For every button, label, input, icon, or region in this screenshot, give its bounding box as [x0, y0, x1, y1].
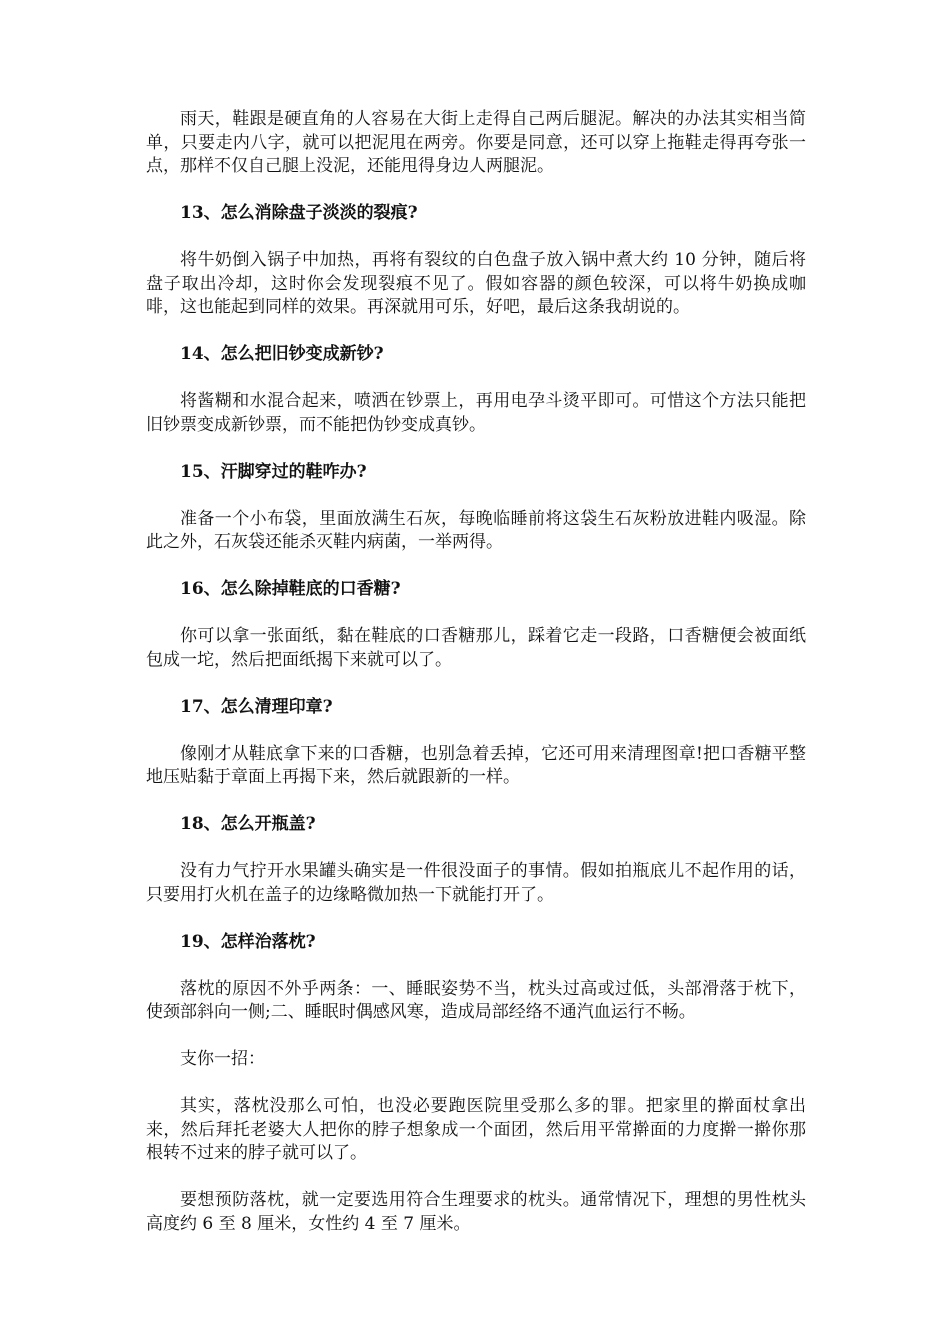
document-page [146, 108, 806, 1260]
paragraph: 支你一招： [180, 1049, 265, 1069]
paragraph: 将酱糊和水混合起来，喷洒在钞票上，再用电孕斗烫平即可。可惜这个方法只能把旧钞票变成新钞票，而不能把伪钞变成真钞。 [146, 391, 806, 435]
paragraph: 准备一个小布袋，里面放满生石灰，每晚临睡前将这袋生石灰粉放进鞋内吸湿。除此之外，石灰袋还能杀灭鞋内病菌，一举两得。 [146, 508, 806, 552]
paragraph: 要想预防落枕，就一定要选用符合生理要求的枕头。通常情况下，理想的男性枕头高度约 6 至 8 厘米，女性约 4 至 7 厘米。 [146, 1190, 806, 1234]
section-heading: 13、怎么消除盘子淡淡的裂痕? [180, 203, 418, 223]
section-heading: 16、怎么除掉鞋底的口香糖? [180, 579, 401, 599]
section-heading: 19、怎样治落枕? [180, 931, 316, 952]
section-heading: 14、怎么把旧钞变成新钞? [180, 344, 384, 364]
section-heading: 15、汗脚穿过的鞋咋办? [180, 461, 367, 482]
paragraph: 像刚才从鞋底拿下来的口香糖，也别急着丢掉，它还可用来清理图章!把口香糖平整地压贴黏于章面上再揭下来，然后就跟新的一样。 [146, 743, 806, 787]
section-heading: 17、怎么清理印章? [180, 696, 333, 717]
paragraph: 将牛奶倒入锅子中加热，再将有裂纹的白色盘子放入锅中煮大约 10 分钟，随后将盘子取出冷却，这时你会发现裂痕不见了。假如容器的颜色较深，可以将牛奶换成咖啡，这也能起到同样的效果。再深就用可乐，好吧，最后这条我胡说的。 [146, 250, 806, 317]
paragraph: 你可以拿一张面纸，黏在鞋底的口香糖那儿，踩着它走一段路，口香糖便会被面纸包成一坨，然后把面纸揭下来就可以了。 [146, 626, 806, 670]
paragraph: 其实，落枕没那么可怕，也没必要跑医院里受那么多的罪。把家里的擀面杖拿出来，然后拜托老婆大人把你的脖子想象成一个面团，然后用平常擀面的力度擀一擀你那根转不过来的脖子就可以了。 [146, 1096, 806, 1163]
paragraph: 没有力气拧开水果罐头确实是一件很没面子的事情。假如拍瓶底儿不起作用的话，只要用打火机在盖子的边缘略微加热一下就能打开了。 [146, 861, 806, 905]
section-heading: 18、怎么开瓶盖? [180, 814, 316, 834]
paragraph: 雨天，鞋跟是硬直角的人容易在大街上走得自己两后腿泥。解决的办法其实相当简单，只要走内八字，就可以把泥甩在两旁。你要是同意，还可以穿上拖鞋走得再夸张一点，那样不仅自己腿上没泥，还能甩得身边人两腿泥。 [146, 109, 806, 176]
paragraph: 落枕的原因不外乎两条：一、睡眠姿势不当，枕头过高或过低，头部滑落于枕下，使颈部斜向一侧;二、睡眠时偶感风寒，造成局部经络不通汽血运行不畅。 [146, 978, 806, 1022]
